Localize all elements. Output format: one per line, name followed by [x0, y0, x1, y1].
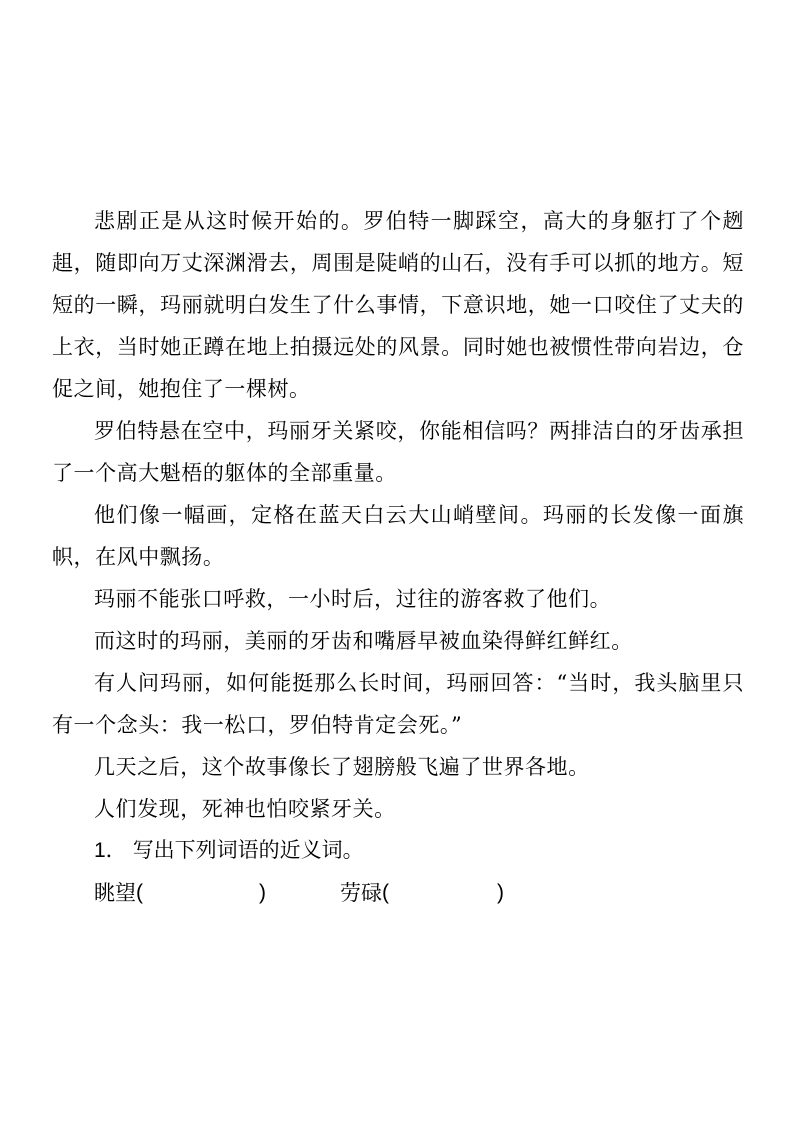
question-text: 写出下列词语的近义词。	[132, 839, 364, 862]
blank-item-2	[340, 872, 504, 914]
blank-word: 劳碌	[340, 881, 382, 905]
paragraph: 有人问玛丽，如何能挺那么长时间，玛丽回答：“当时，我头脑里只有一个念头：我一松口，罗伯特肯定会死。”	[52, 671, 744, 737]
paragraph: 悲剧正是从这时候开始的。罗伯特一脚踩空，高大的身躯打了个趔趄，随即向万丈深渊滑去，周围是陡峭的山石，没有手可以抓的地方。短短的一瞬，玛丽就明白发生了什么事情，下意识地，她一口咬住了丈夫的上衣，当时她正蹲在地上拍摄远处的风景。同时她也被惯性带向岩边，仓促之间，她抱住了一棵树。	[52, 209, 744, 401]
paragraph: 几天之后，这个故事像长了翅膀般飞遍了世界各地。	[94, 755, 590, 779]
document-body	[52, 200, 744, 914]
blank-word: 眺望	[94, 881, 136, 905]
blank-item-1	[94, 872, 266, 914]
open-paren: (	[382, 881, 389, 904]
question-number: 1．	[94, 839, 127, 862]
open-paren: (	[136, 881, 143, 904]
paragraph: 人们发现，死神也怕咬紧牙关。	[94, 797, 396, 821]
paragraph: 玛丽不能张口呼救，一小时后，过往的游客救了他们。	[94, 587, 612, 611]
paragraph: 而这时的玛丽，美丽的牙齿和嘴唇早被血染得鲜红鲜红。	[94, 629, 633, 653]
close-paren: )	[259, 881, 266, 904]
close-paren: )	[497, 881, 504, 904]
paragraph: 罗伯特悬在空中，玛丽牙关紧咬，你能相信吗？两排洁白的牙齿承担了一个高大魁梧的躯体的全部重量。	[52, 419, 744, 485]
answer-blanks	[52, 872, 744, 914]
question-1	[52, 830, 744, 872]
paragraph: 他们像一幅画，定格在蓝天白云大山峭壁间。玛丽的长发像一面旗帜，在风中飘扬。	[52, 503, 744, 569]
